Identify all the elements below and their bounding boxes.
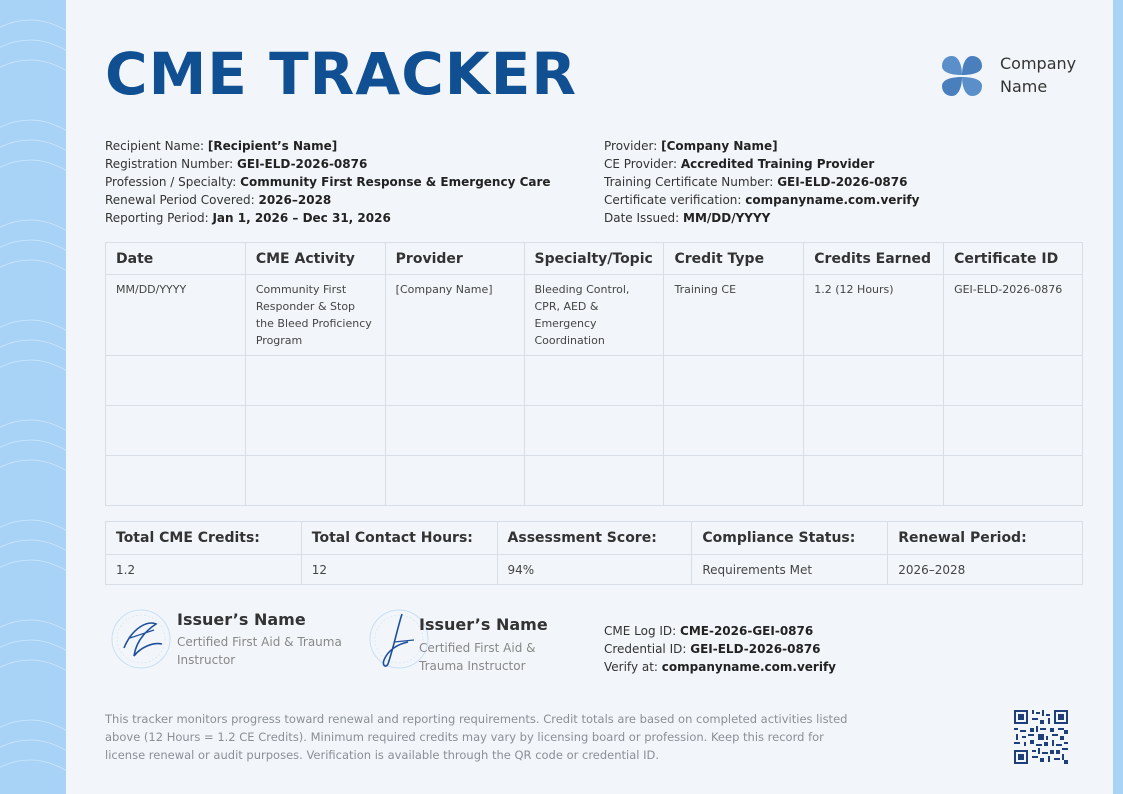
id-value: companyname.com.verify bbox=[661, 660, 837, 674]
summary-header: Compliance Status: bbox=[692, 522, 888, 555]
column-header: Date bbox=[106, 243, 246, 275]
summary-value: 2026–2028 bbox=[888, 555, 1083, 585]
id-row bbox=[604, 640, 836, 658]
table-cell: Training CE bbox=[664, 275, 804, 356]
signer-title: Certified First Aid & Trauma Instructor bbox=[177, 635, 342, 667]
info-value: companyname.com.verify bbox=[745, 193, 920, 207]
summary-header: Total CME Credits: bbox=[106, 522, 302, 555]
column-header: Credits Earned bbox=[804, 243, 944, 275]
company-name bbox=[1000, 52, 1076, 98]
info-row bbox=[604, 191, 919, 209]
info-value: [Recipient’s Name] bbox=[207, 139, 338, 153]
empty-table-row bbox=[106, 356, 1083, 406]
info-value: [Company Name] bbox=[661, 139, 778, 153]
id-value: CME-2026-GEI-0876 bbox=[680, 624, 814, 638]
page-title: CME TRACKER bbox=[105, 40, 577, 108]
info-row bbox=[105, 173, 551, 191]
summary-header: Renewal Period: bbox=[888, 522, 1083, 555]
id-row bbox=[604, 658, 836, 676]
summary-header: Total Contact Hours: bbox=[301, 522, 497, 555]
column-header: Certificate ID bbox=[944, 243, 1083, 275]
logo-flower-icon bbox=[938, 52, 986, 100]
empty-table-row bbox=[106, 456, 1083, 506]
table-cell: Community First Responder & Stop the Bleed Proficiency Program bbox=[245, 275, 385, 356]
info-row bbox=[105, 137, 551, 155]
recipient-info bbox=[105, 137, 551, 227]
summary-value: Requirements Met bbox=[692, 555, 888, 585]
summary-value: 94% bbox=[497, 555, 692, 585]
column-header: Provider bbox=[385, 243, 524, 275]
summary-header: Assessment Score: bbox=[497, 522, 692, 555]
signer-name: Issuer’s Name bbox=[177, 610, 306, 629]
info-value: MM/DD/YYYY bbox=[683, 211, 771, 225]
info-row bbox=[604, 155, 919, 173]
info-label: Recipient Name: bbox=[105, 139, 205, 153]
info-row bbox=[105, 209, 551, 227]
cme-log-table bbox=[105, 242, 1083, 506]
info-label: Training Certificate Number: bbox=[604, 175, 774, 189]
column-header: Specialty/Topic bbox=[524, 243, 664, 275]
info-value: 2026–2028 bbox=[258, 193, 332, 207]
info-label: CE Provider: bbox=[604, 157, 678, 171]
company-name-line2: Name bbox=[1000, 77, 1048, 96]
summary-value: 12 bbox=[301, 555, 497, 585]
info-row bbox=[105, 155, 551, 173]
info-label: Profession / Specialty: bbox=[105, 175, 237, 189]
id-row bbox=[604, 622, 836, 640]
info-label: Certificate verification: bbox=[604, 193, 742, 207]
info-label: Date Issued: bbox=[604, 211, 680, 225]
info-label: Registration Number: bbox=[105, 157, 234, 171]
info-row bbox=[604, 137, 919, 155]
signature-seal-icon bbox=[110, 608, 172, 670]
column-header: Credit Type bbox=[664, 243, 804, 275]
id-label: Verify at: bbox=[604, 660, 658, 674]
column-header: CME Activity bbox=[245, 243, 385, 275]
id-label: Credential ID: bbox=[604, 642, 687, 656]
qr-code-icon[interactable] bbox=[1014, 710, 1068, 764]
decorative-left-band bbox=[0, 0, 66, 794]
decorative-right-band bbox=[1113, 0, 1123, 794]
info-row bbox=[105, 191, 551, 209]
id-value: GEI-ELD-2026-0876 bbox=[690, 642, 821, 656]
info-value: Jan 1, 2026 – Dec 31, 2026 bbox=[212, 211, 391, 225]
info-value: Accredited Training Provider bbox=[680, 157, 875, 171]
signer-title: Certified First Aid & Trauma Instructor bbox=[419, 641, 536, 673]
table-header-row bbox=[106, 243, 1083, 275]
company-name-line1: Company bbox=[1000, 54, 1077, 73]
summary-header-row bbox=[106, 522, 1083, 555]
info-label: Provider: bbox=[604, 139, 658, 153]
summary-value: 1.2 bbox=[106, 555, 302, 585]
id-label: CME Log ID: bbox=[604, 624, 677, 638]
info-row bbox=[604, 209, 919, 227]
signer-name: Issuer’s Name bbox=[419, 615, 548, 634]
table-cell: MM/DD/YYYY bbox=[106, 275, 246, 356]
table-row bbox=[106, 275, 1083, 356]
info-value: Community First Response & Emergency Care bbox=[240, 175, 551, 189]
summary-table bbox=[105, 521, 1083, 585]
summary-value-row bbox=[106, 555, 1083, 585]
empty-table-row bbox=[106, 406, 1083, 456]
provider-info bbox=[604, 137, 919, 227]
record-ids bbox=[604, 622, 836, 676]
table-cell: Bleeding Control, CPR, AED & Emergency Coordination bbox=[524, 275, 664, 356]
footer-note: This tracker monitors progress toward renewal and reporting requirements. Credit totals are based on completed activities listed above (12 Hours = 1.2 CE Credits). Minimum required credits may vary by licensing board or profession. Keep this record for license renewal or audit purposes. Verification is available through the QR code or credential ID. bbox=[105, 712, 848, 762]
info-row bbox=[604, 173, 919, 191]
info-label: Reporting Period: bbox=[105, 211, 209, 225]
info-value: GEI-ELD-2026-0876 bbox=[237, 157, 368, 171]
table-cell: GEI-ELD-2026-0876 bbox=[944, 275, 1083, 356]
table-cell: 1.2 (12 Hours) bbox=[804, 275, 944, 356]
info-value: GEI-ELD-2026-0876 bbox=[777, 175, 908, 189]
info-label: Renewal Period Covered: bbox=[105, 193, 255, 207]
table-cell: [Company Name] bbox=[385, 275, 524, 356]
